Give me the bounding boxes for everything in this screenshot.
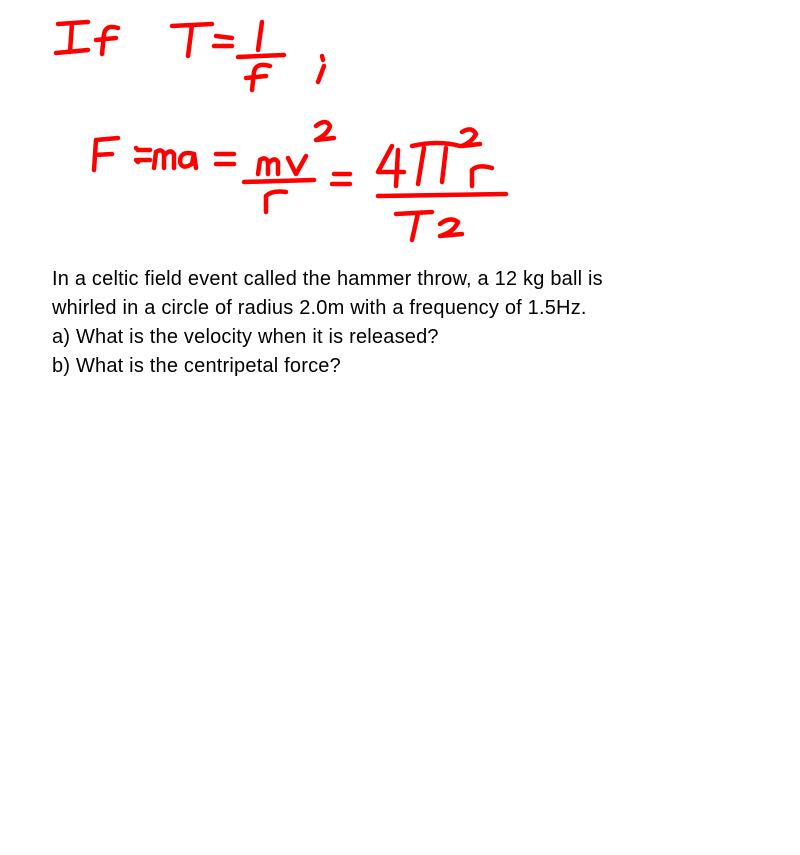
stroke-exponent-2c bbox=[440, 219, 462, 236]
problem-line-2: whirled in a circle of radius 2.0m with a frequency of 1.5Hz. bbox=[52, 297, 587, 319]
stroke-mv-m bbox=[258, 158, 278, 174]
stroke-equals-4 bbox=[332, 174, 350, 184]
formula-period-definition bbox=[56, 22, 324, 90]
stroke-fraction-bar-1 bbox=[238, 55, 284, 57]
stroke-equals-2 bbox=[138, 150, 150, 160]
stroke-T-denominator bbox=[396, 212, 432, 240]
stroke-exponent-2a bbox=[316, 122, 334, 140]
stroke-fraction-bar-3 bbox=[378, 194, 506, 196]
problem-line-1: In a celtic field event called the hammer throw, a 12 kg ball is bbox=[52, 268, 603, 290]
handwritten-formulas bbox=[0, 0, 800, 260]
problem-statement bbox=[52, 265, 772, 381]
formula-centripetal-force bbox=[94, 122, 506, 240]
stroke-one bbox=[258, 22, 262, 50]
stroke-T bbox=[172, 24, 212, 56]
question-a: a) What is the velocity when it is released? bbox=[52, 326, 439, 348]
stroke-fraction-bar-2 bbox=[244, 180, 314, 182]
stroke-I bbox=[56, 22, 88, 53]
stroke-F bbox=[94, 138, 118, 170]
stroke-semicolon bbox=[318, 56, 324, 82]
stroke-a bbox=[180, 153, 196, 168]
stroke-exponent-2b bbox=[462, 129, 480, 146]
stroke-equals-1 bbox=[214, 36, 232, 46]
question-b: b) What is the centripetal force? bbox=[52, 355, 341, 377]
stroke-f-small bbox=[96, 27, 118, 54]
stroke-f-denominator bbox=[246, 65, 270, 90]
stroke-r-numerator bbox=[472, 166, 492, 186]
stroke-pi bbox=[412, 143, 460, 184]
stroke-mv-v bbox=[288, 156, 306, 174]
stroke-four bbox=[378, 146, 404, 186]
stroke-r-denominator bbox=[266, 192, 286, 213]
stroke-m bbox=[154, 150, 174, 168]
stroke-equals-3 bbox=[216, 154, 234, 164]
